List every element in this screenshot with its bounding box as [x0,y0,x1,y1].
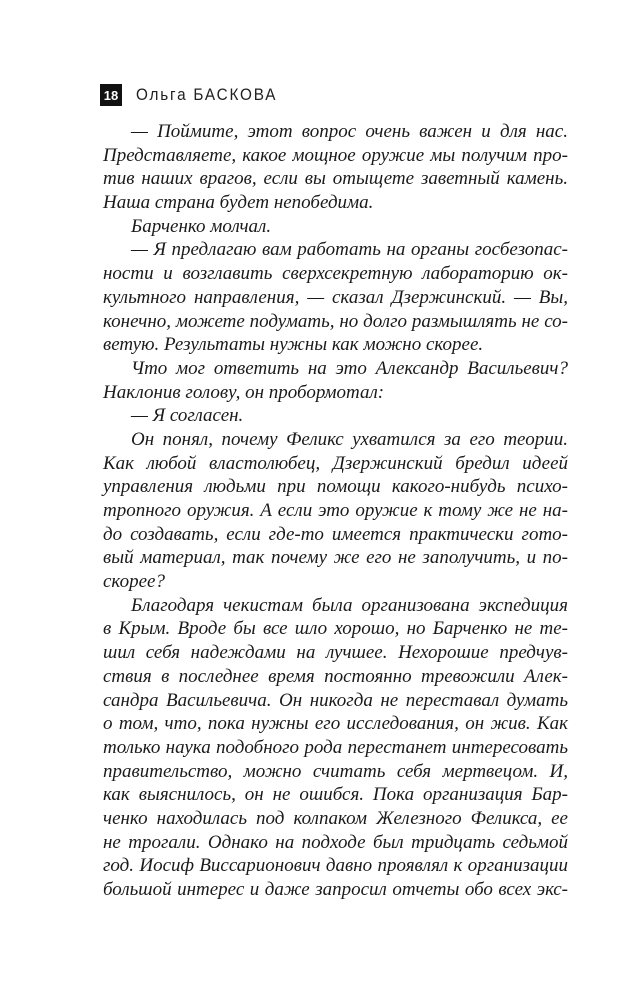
text-line: — Поймите, этот вопрос очень важен и для нас. [131,121,568,142]
paragraph [103,357,568,404]
paragraph [103,238,568,356]
text-line: культного направления, — сказал Дзержинский. — Вы, [103,286,568,308]
text-line: — Я предлагаю вам работать на органы госбезопас- [131,239,568,261]
text-line: в Крым. Вроде бы все шло хорошо, но Барченко не те- [103,618,568,640]
author-name: Ольга БАСКОВА [136,85,278,104]
text-line: большой интерес и даже запросил отчеты обо всех экс- [103,879,568,900]
text-line: о том, что, пока нужны его исследования, он жив. Как [103,713,568,735]
paragraph [103,215,568,239]
paragraph [103,120,568,215]
text-line: до создавать, если где-то имеется практически гото- [103,523,568,545]
text-line: тропного оружия. А если это оружие к тому же не на- [103,500,568,521]
text-line: не трогали. Однако на подходе был тридцать седьмой [103,831,568,853]
text-line: Как любой властолюбец, Дзержинский бредил идеей [103,452,568,474]
text-line: ствия в последнее время постоянно тревожили Алек- [103,665,568,687]
text-line: скорее? [103,571,165,593]
text-line: Наша страна будет непобедима. [103,192,374,214]
text-line: управления людьми при помощи какого-нибудь психо- [103,476,568,498]
text-line: — Я согласен. [131,405,244,427]
text-line: Он понял, почему Феликс ухватился за его теории. [131,428,568,450]
paragraph [103,594,568,902]
text-line: Благодаря чекистам была организована экспедиция [131,594,568,616]
page-number: 18 [100,84,122,106]
text-line: вый материал, так почему же его не заполучить, и по- [103,547,568,569]
text-line: ченко находилась под колпаком Железного Феликса, ее [103,807,568,829]
text-line: Что мог ответить на это Александр Васильевич? [131,357,568,379]
text-line: как выяснилось, он не ошибся. Пока организация Бар- [103,784,568,806]
text-line: правительство, можно считать себя мертвецом. И, [103,760,568,782]
paragraph [103,428,568,594]
text-line: шил себя надеждами на лучшее. Нехорошие предчув- [103,642,568,664]
text-line: тив наших врагов, если вы отыщете заветный камень. [103,168,568,190]
text-line: год. Иосиф Виссарионович давно проявлял к организации [103,855,568,877]
running-header [100,84,293,106]
text-line: конечно, можете подумать, но долго размышлять не со- [103,310,568,332]
text-line: только наука подобного рода перестанет интересовать [103,736,568,758]
text-line: Наклонив голову, он пробормотал: [103,381,385,403]
text-line: Представляете, какое мощное оружие мы получим про- [103,144,568,166]
body-text [103,120,568,902]
text-line: ветую. Результаты нужны как можно скорее. [103,334,484,356]
text-line: Барченко молчал. [131,215,272,237]
text-line: ности и возглавить сверхсекретную лабораторию ок- [103,263,568,285]
paragraph [103,404,568,428]
text-line: сандра Васильевича. Он никогда не переставал думать [103,689,568,711]
